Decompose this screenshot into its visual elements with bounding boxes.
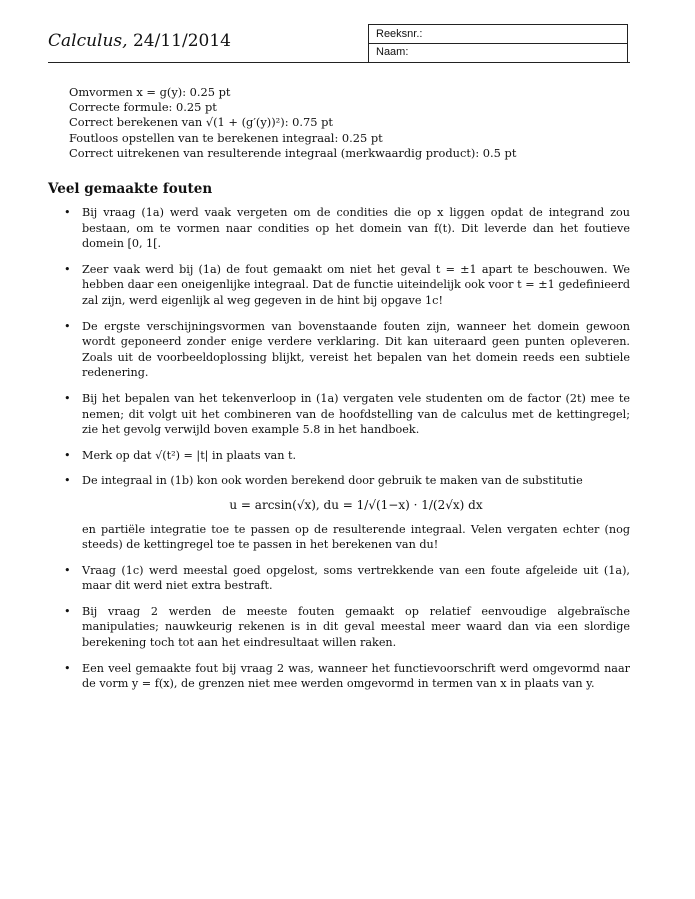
scoring-line: Omvormen x = g(y): 0.25 pt — [69, 85, 231, 99]
list-item: • Zeer vaak werd bij (1a) de fout gemaakt om niet het geval t = ±1 apart te beschouwen. We hebben daar een oneigenlijke integraal. Dat de functie uiteindelijk ook voor t = ±1 gedefinieerd zal zijn, werd eigenlijk al weg gegeven in de hint bij opgave 1c! — [64, 262, 630, 307]
scoring-line: Correct berekenen van √(1 + (g′(y))²): 0.75 pt — [69, 115, 334, 130]
page-title: Calculus, 24/11/2014 — [48, 31, 231, 51]
header-rule — [48, 62, 630, 63]
page-header — [48, 24, 630, 63]
reeksnr-field: Reeksnr.: — [376, 28, 423, 40]
list-item: • Vraag (1c) werd meestal goed opgelost, soms vertrekkende van een foute afgeleide uit (1a), maar dit werd niet extra bestraft. — [64, 563, 630, 593]
mistakes-list — [64, 205, 630, 702]
list-item: • Bij vraag (1a) werd vaak vergeten om de condities die op x liggen opdat de integrand zou bestaan, om te vormen naar condities op het domein van f(t). Dit leverde dan het foutieve domein [0, 1[. — [64, 206, 630, 251]
naam-field: Naam: — [376, 46, 409, 58]
list-item: • Bij het bepalen van het tekenverloop in (1a) vergaten vele studenten om de factor (2t) mee te nemen; dit volgt uit het combineren van de hoofdstelling van de calculus met de kettingregel; zie het gevolg verwijld boven example 5.8 in het handboek. — [64, 391, 630, 437]
list-item: • De integraal in (1b) kon ook worden berekend door gebruik te maken van de substitutie u = arcsin(√x), du = 1/√(1−x) · 1/(2√x) dx en partiële integratie toe te passen op de resulterende integraal. Velen vergaten echter (nog steeds) de kettingregel toe te passen in het berekenen van du! — [64, 474, 630, 552]
substitution-equation: u = arcsin(√x), du = 1/√(1−x) · 1/(2√x) dx — [229, 497, 483, 512]
scoring-list — [69, 85, 516, 161]
scoring-line: Correct uitrekenen van resulterende integraal (merkwaardig product): 0.5 pt — [69, 145, 517, 160]
box-divider — [369, 43, 627, 44]
list-item: • Een veel gemaakte fout bij vraag 2 was, wanneer het functievoorschrift werd omgevormd naar de vorm y = f(x), de grenzen niet mee werden omgevormd in termen van x in plaats van y. — [64, 661, 630, 691]
section-title: Veel gemaakte fouten — [48, 181, 213, 197]
list-item: • Merk op dat √(t²) = |t| in plaats van t. — [64, 448, 297, 462]
student-info-box — [368, 24, 628, 62]
list-item: • Bij vraag 2 werden de meeste fouten gemaakt op relatief eenvoudige algebraïsche manipulaties; nauwkeurig rekenen is in dit geval meestal meer waard dan via een slordige berekening toch tot aan het eindresultaat willen raken. — [64, 604, 630, 650]
list-item: • De ergste verschijningsvormen van bovenstaande fouten zijn, wanneer het domein gewoon wordt geponeerd zonder enige verdere verklaring. Dit kan uiteraard geen punten opleveren. Zoals uit de voorbeeldoplossing blijkt, vereist het bepalen van het domein reeds een subtiele redenering. — [64, 319, 630, 380]
scoring-line: Correcte formule: 0.25 pt — [69, 100, 217, 115]
scoring-line: Foutloos opstellen van te berekenen integraal: 0.25 pt — [69, 130, 383, 145]
